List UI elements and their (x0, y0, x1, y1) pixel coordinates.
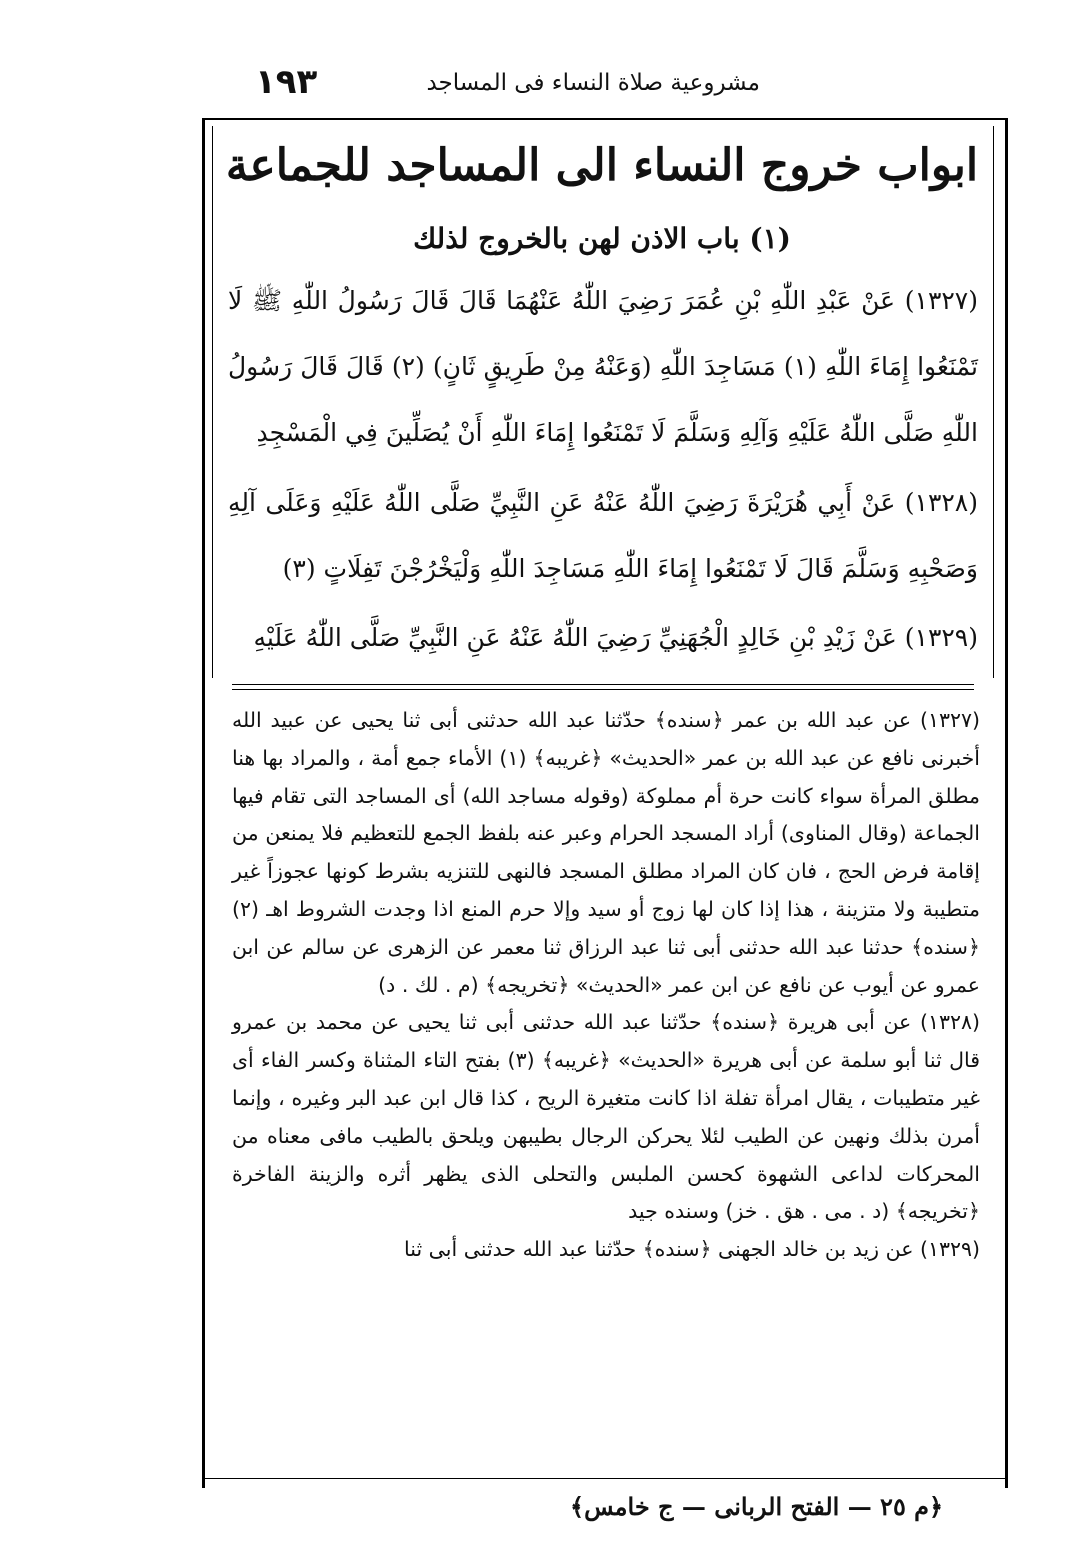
section-divider (232, 684, 974, 690)
page-number: ١٩٣ (255, 62, 318, 102)
hadith-1327: (١٣٢٧) عَنْ عَبْدِ اللّٰهِ بْنِ عُمَرَ رَضِيَ اللّٰهُ عَنْهُمَا قَالَ قَالَ رَسُولُ اللّٰهِ ﷺ لَا تَمْنَعُوا إِمَاءَ اللّٰهِ (١) مَسَاجِدَ اللّٰهِ (وَعَنْهُ مِنْ طَرِيقٍ ثَانٍ) (٢) قَالَ قَالَ رَسُولُ اللّٰهِ صَلَّى اللّٰهُ عَلَيْهِ وَآلِهِ وَسَلَّمَ لَا تَمْنَعُوا إِمَاءَ اللّٰهِ أَنْ يُصَلِّينَ فِي الْمَسْجِدِ (228, 286, 978, 447)
hadith-1329: (١٣٢٩) عَنْ زَيْدِ بْنِ خَالِدٍ الْجُهَنِيِّ رَضِيَ اللّٰهُ عَنْهُ عَنِ النَّبِيِّ صَلَّى اللّٰهُ عَلَيْهِ (253, 623, 978, 652)
chapter-title: ابواب خروج النساء الى المساجد للجماعة (225, 140, 979, 191)
commentary-1329: (١٣٢٩) عن زيد بن خالد الجهنى ﴿سنده﴾ حدّثنا عبد الله حدثنى أبى ثنا (404, 1237, 980, 1262)
running-title: مشروعية صلاة النساء فى المساجد (426, 70, 760, 96)
bab-title: (١) باب الاذن لهن بالخروج لذلك (413, 222, 791, 255)
commentary-section (232, 702, 980, 1269)
commentary-1328: (١٣٢٨) عن أبى هريرة ﴿سنده﴾ حدّثنا عبد الله حدثنى أبى ثنا يحيى عن محمد بن عمرو قال ثنا أبو سلمة عن أبى هريرة «الحديث» ﴿غريبه﴾ (٣) بفتح التاء المثناة وكسر الفاء أى غير متطيبات ، يقال امرأة تفلة اذا كانت متغيرة الريح ، كذا قال ابن عبد البر وغيره ، وإنما أمرن بذلك ونهين عن الطيب لئلا يحركن الرجال بطيبهن ويلحق بالطيب مافى معناه من المحركات لداعى الشهوة كحسن الملبس والتحلى الذى يظهر أثره والزينة الفاخرة ﴿تخريجه﴾ (د . مى . هق . خز) وسنده جيد (232, 1010, 981, 1224)
footer-signature: ﴿م ٢٥ — الفتح الربانى — ج خامس﴾ (570, 1492, 944, 1521)
hadith-1328: (١٣٢٨) عَنْ أَبِي هُرَيْرَةَ رَضِيَ اللّٰهُ عَنْهُ عَنِ النَّبِيِّ صَلَّى اللّٰهُ عَلَيْهِ وَعَلَى آلِهِ وَصَحْبِهِ وَسَلَّمَ قَالَ لَا تَمْنَعُوا إِمَاءَ اللّٰهِ مَسَاجِدَ اللّٰهِ وَلْيَخْرُجْنَ تَفِلَاتٍ (٣) (228, 488, 978, 583)
bottom-rule (202, 1478, 1008, 1479)
commentary-1327: (١٣٢٧) عن عبد الله بن عمر ﴿سنده﴾ حدّثنا عبد الله حدثنى أبى ثنا يحيى عن عبيد الله أخبرنى نافع عن عبد الله بن عمر «الحديث» ﴿غريبه﴾ (١) الأماء جمع أمة ، والمراد بها هنا مطلق المرأة سواء كانت حرة أم مملوكة (وقوله مساجد الله) أى المساجد التى تقام فيها الجماعة (وقال المناوى) أراد المسجد الحرام وعبر عنه بلفظ الجمع للتعظيم فلا يمنعن من إقامة فرض الحج ، فان كان المراد مطلق المسجد فالنهى للتنزيه بشرط كونها عجوزاً غير متطيبة ولا متزينة ، هذا إذا كان لها زوج أو سيد وإلا حرم المنع اذا وجدت الشروط اهـ (٢) ﴿سنده﴾ حدثنا عبد الله حدثنى أبى ثنا عبد الرزاق ثنا معمر عن الزهرى عن سالم عن ابن عمرو عن أيوب عن نافع عن ابن عمر «الحديث» ﴿تخريجه﴾ (م . لك . د) (232, 708, 980, 997)
